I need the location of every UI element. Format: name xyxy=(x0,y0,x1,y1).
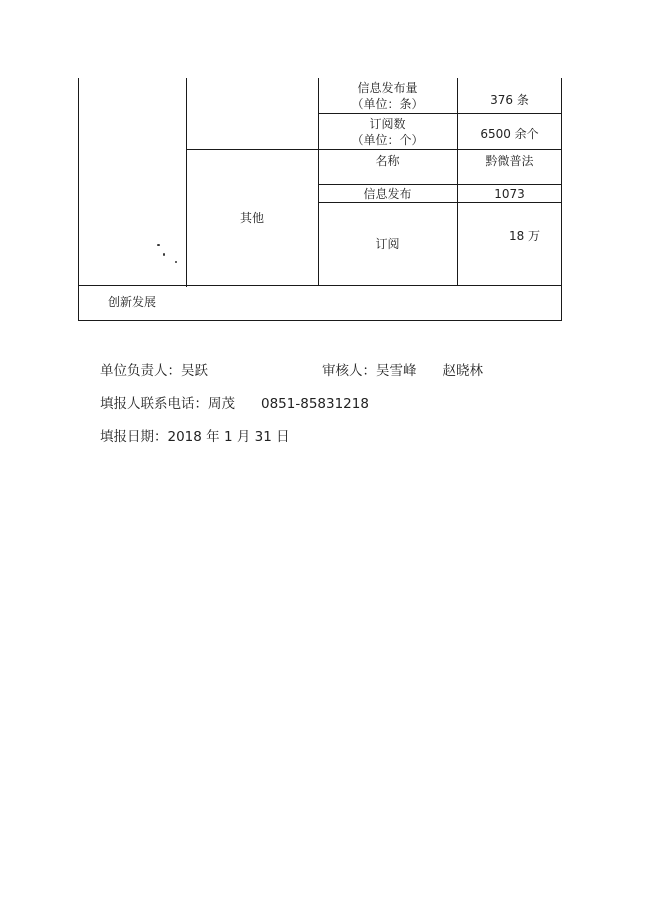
contact-phone: 0851-85831218 xyxy=(261,396,369,412)
info-volume-label xyxy=(318,80,457,112)
unit-head-name: 吴跃 xyxy=(181,363,208,379)
table-row-divider-4 xyxy=(318,202,562,203)
table-col-divider-1 xyxy=(186,78,187,287)
contact-label: 填报人联系电话： xyxy=(100,396,208,412)
subscription-label: 订阅 xyxy=(375,237,400,251)
section-other-label: 其他 xyxy=(239,211,264,225)
reviewer-name-1: 吴雪峰 xyxy=(376,363,417,379)
subscribers-value: 6500 余个 xyxy=(480,127,539,141)
date-value: 2018 年 1 月 31 日 xyxy=(167,429,290,445)
name-label: 名称 xyxy=(375,154,400,168)
reviewer-line xyxy=(322,362,483,380)
subscription-value: 18 万 xyxy=(508,229,541,243)
name-value: 黔微普法 xyxy=(485,154,534,168)
table-row-divider-1 xyxy=(318,113,562,114)
scan-speck xyxy=(157,244,160,246)
table-row-divider-3 xyxy=(318,184,562,185)
subscribers-label-line2: （单位：个） xyxy=(351,133,424,147)
unit-head-line xyxy=(100,362,208,380)
subscribers-label xyxy=(318,116,457,148)
date-line xyxy=(100,428,290,446)
scan-speck xyxy=(175,261,177,263)
scan-speck xyxy=(163,253,165,256)
info-release-label: 信息发布 xyxy=(363,187,412,201)
info-volume-value: 376 条 xyxy=(490,93,529,107)
info-release-value: 1073 xyxy=(494,187,525,201)
info-volume-label-line1: 信息发布量 xyxy=(357,81,418,95)
date-label: 填报日期： xyxy=(100,429,168,445)
subscribers-label-line1: 订阅数 xyxy=(369,117,406,131)
table-row-divider-5 xyxy=(78,285,562,286)
unit-head-label: 单位负责人： xyxy=(100,363,181,379)
reviewer-name-2: 赵晓林 xyxy=(442,363,483,379)
contact-name: 周茂 xyxy=(208,396,235,412)
contact-line xyxy=(100,395,369,413)
section-innovation-label: 创新发展 xyxy=(107,295,156,309)
table-col-divider-3 xyxy=(457,78,458,285)
reviewer-label: 审核人： xyxy=(322,363,376,379)
table-row-divider-2 xyxy=(186,149,562,150)
info-volume-label-line2: （单位：条） xyxy=(351,97,424,111)
